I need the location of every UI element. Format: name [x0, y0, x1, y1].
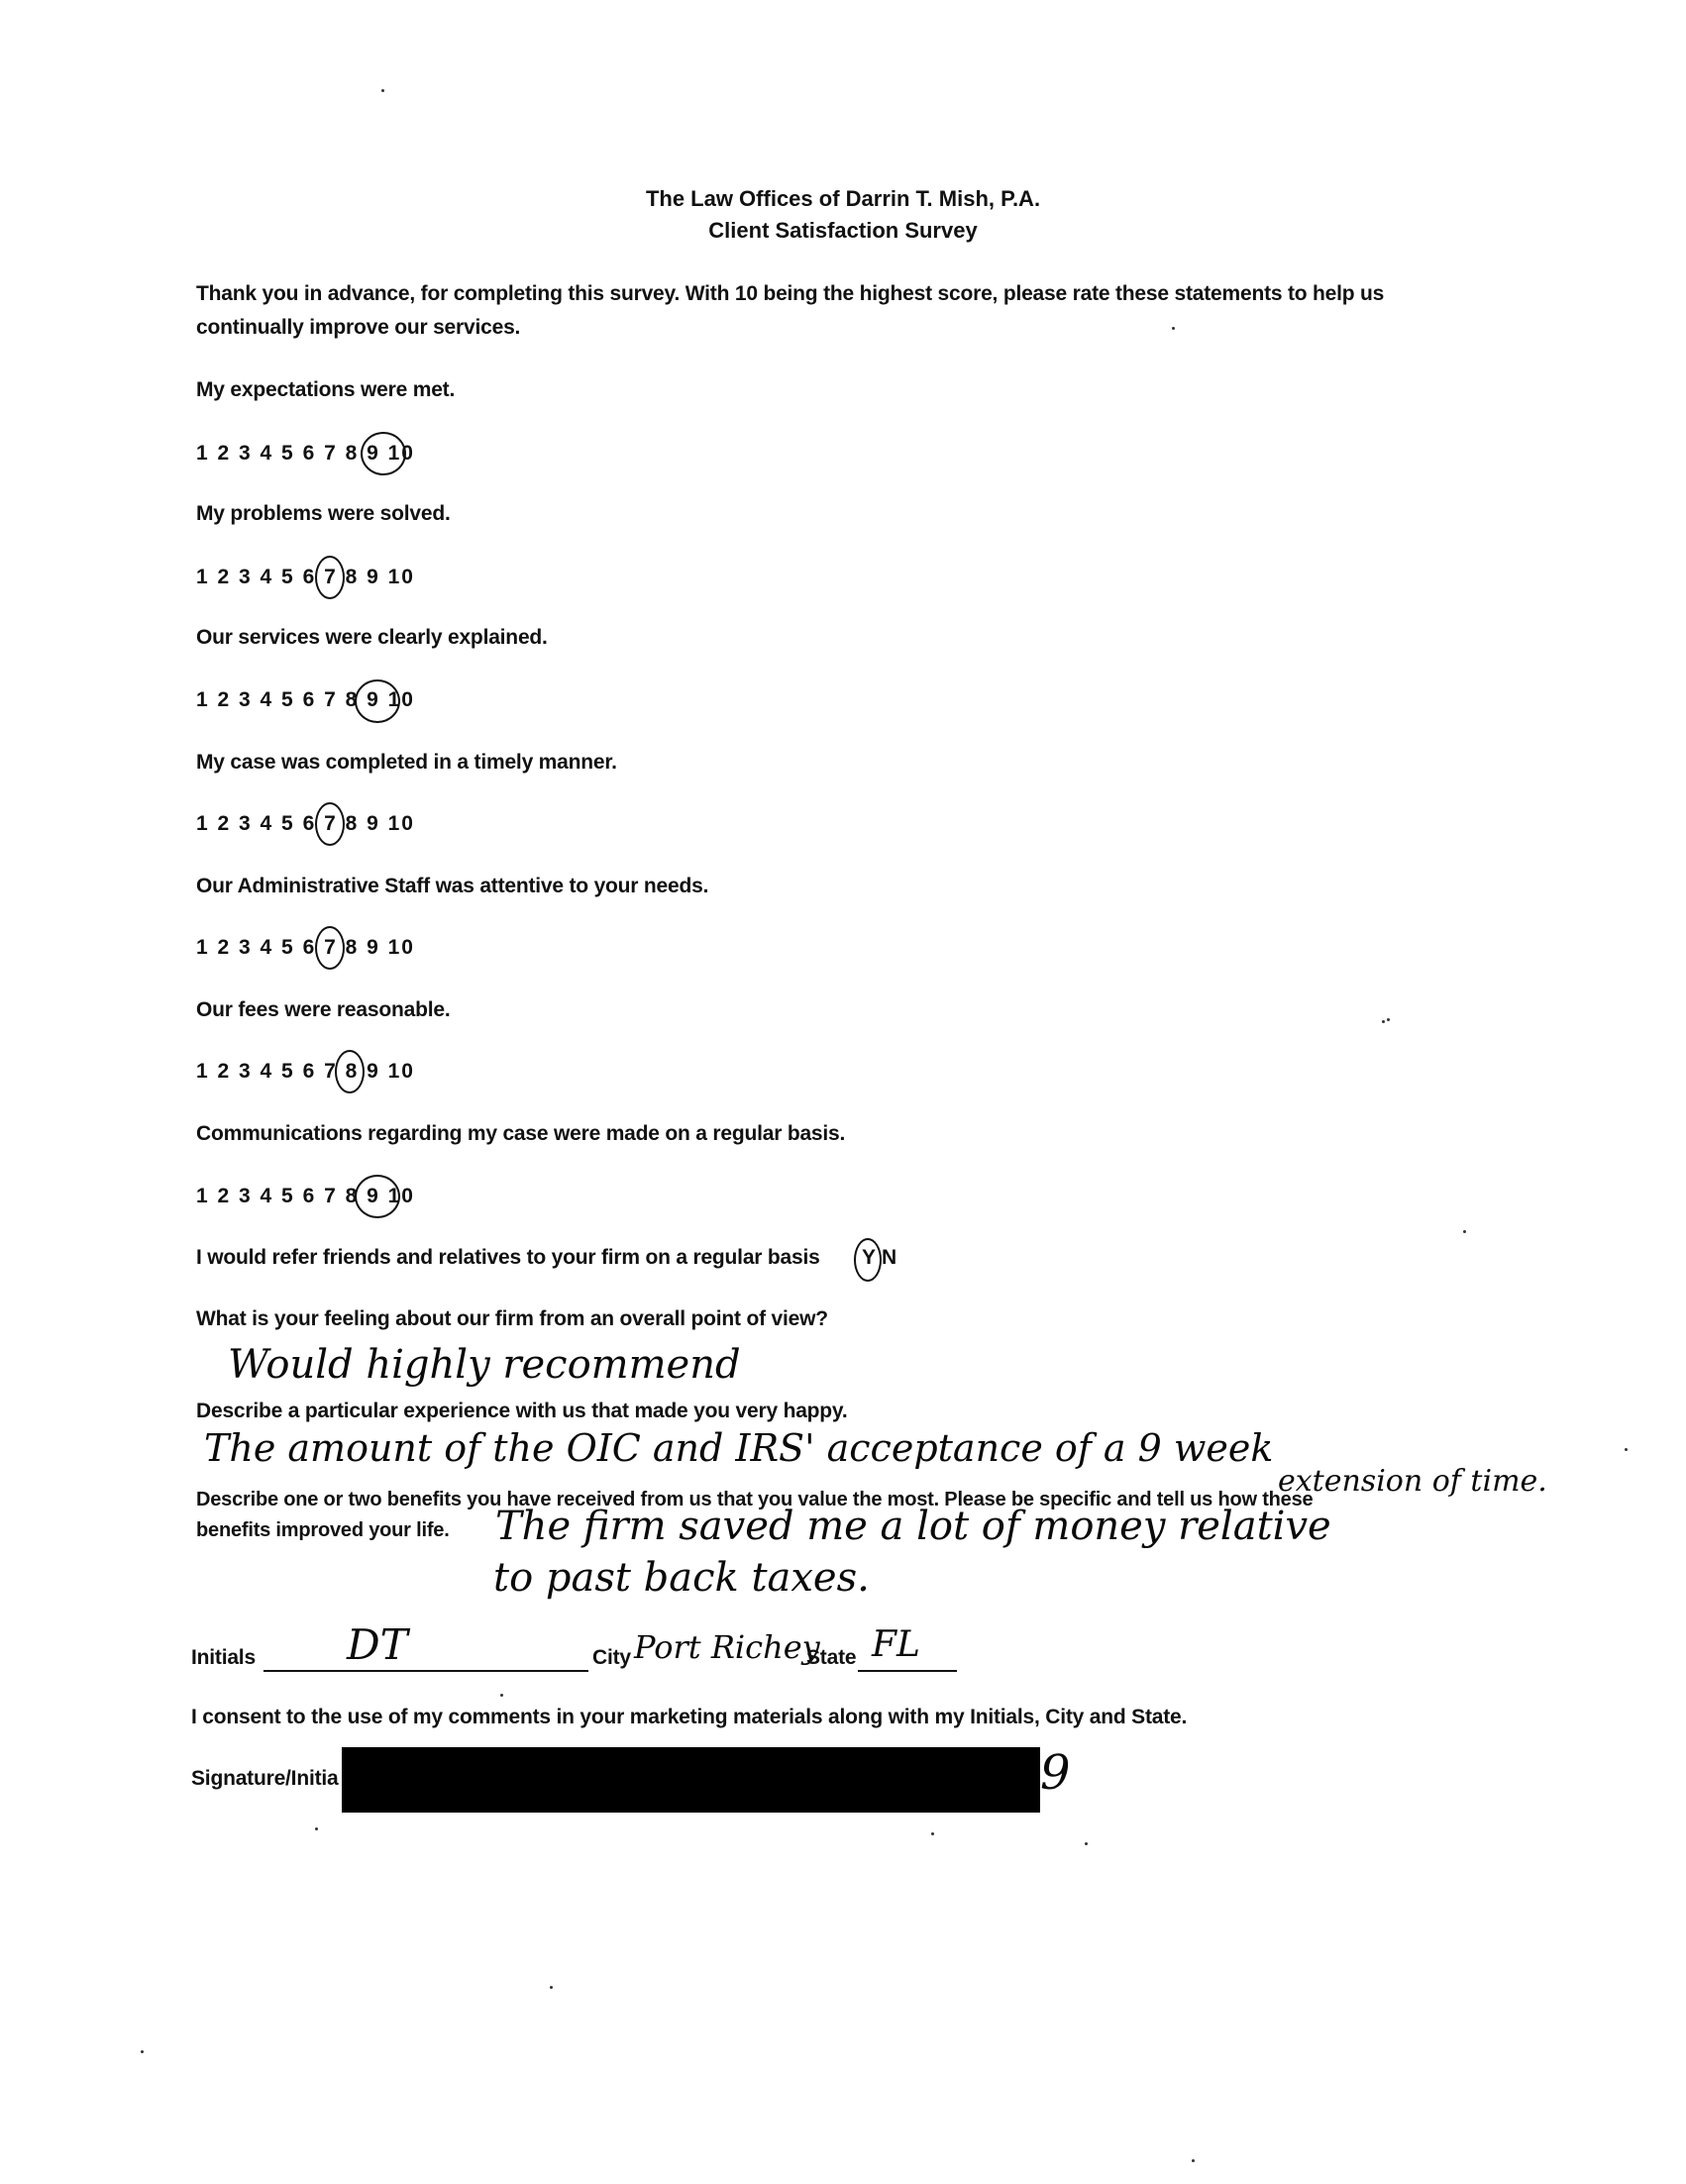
state-value[interactable]: FL — [872, 1624, 920, 1665]
scan-speck — [141, 2050, 144, 2053]
refer-yes[interactable]: Y — [862, 1246, 876, 1269]
city-label: City — [592, 1646, 631, 1669]
benefits-answer-line-1[interactable]: The firm saved me a lot of money relative — [495, 1504, 1331, 1549]
refer-no[interactable]: N — [882, 1246, 896, 1269]
consent-text: I consent to the use of my comments in your marketing materials along with my Initials, City and State. — [191, 1706, 1188, 1728]
initials-value[interactable]: DT — [347, 1620, 408, 1669]
benefits-question-line-1: Describe one or two benefits you have received from us that you value the most. Please be specific and tell us how these — [196, 1489, 1314, 1510]
scan-speck — [500, 1694, 503, 1697]
scan-speck — [315, 1827, 318, 1830]
state-label: State — [806, 1646, 857, 1669]
rating-scale: 1 2 3 4 5 6 7 8 9 10 — [196, 1185, 415, 1207]
question-label: Our services were clearly explained. — [196, 626, 548, 649]
scan-speck — [381, 89, 384, 92]
overall-question: What is your feeling about our firm from an overall point of view? — [196, 1307, 828, 1330]
state-line — [858, 1670, 957, 1672]
rating-scale: 1 2 3 4 5 6 7 8 9 10 — [196, 442, 415, 465]
experience-answer-line-2[interactable]: extension of time. — [1278, 1464, 1547, 1499]
question-label: Our fees were reasonable. — [196, 998, 451, 1021]
scan-speck — [1172, 327, 1175, 330]
redaction-bar — [342, 1747, 1040, 1813]
refer-question: I would refer friends and relatives to your firm on a regular basis — [196, 1246, 820, 1269]
benefits-question-line-2: benefits improved your life. — [196, 1519, 450, 1541]
initials-label: Initials — [191, 1646, 256, 1669]
experience-answer-line-1[interactable]: The amount of the OIC and IRS' acceptance of a 9 week — [204, 1426, 1274, 1470]
scan-speck — [1387, 1018, 1390, 1021]
overall-answer[interactable]: Would highly recommend — [228, 1342, 741, 1388]
question-label: My problems were solved. — [196, 502, 451, 525]
scan-speck — [550, 1986, 553, 1989]
scan-speck — [1625, 1448, 1628, 1451]
initials-line — [263, 1670, 588, 1672]
scan-speck — [931, 1832, 934, 1835]
selected-rating-circle[interactable] — [315, 926, 345, 970]
scan-speck — [1192, 2159, 1195, 2162]
city-value[interactable]: Port Richey — [634, 1628, 820, 1666]
survey-title: Client Satisfaction Survey — [708, 218, 978, 243]
benefits-answer-line-2[interactable]: to past back taxes. — [493, 1555, 870, 1601]
scan-speck — [1085, 1842, 1088, 1845]
selected-rating-circle[interactable] — [361, 432, 406, 475]
rating-scale: 1 2 3 4 5 6 7 8 9 10 — [196, 1060, 415, 1083]
scan-speck — [1382, 1020, 1385, 1023]
question-label: Our Administrative Staff was attentive to your needs. — [196, 875, 709, 897]
selected-rating-circle[interactable] — [355, 679, 400, 723]
signature-label: Signature/Initia — [191, 1767, 339, 1790]
rating-scale: 1 2 3 4 5 6 7 8 9 10 — [196, 812, 415, 835]
selected-rating-circle[interactable] — [355, 1175, 400, 1218]
question-label: My expectations were met. — [196, 378, 456, 401]
question-label: My case was completed in a timely manner. — [196, 751, 617, 774]
firm-name: The Law Offices of Darrin T. Mish, P.A. — [645, 186, 1041, 211]
intro-line-2: continually improve our services. — [196, 316, 521, 339]
selected-rating-circle[interactable] — [315, 556, 345, 599]
selected-rating-circle[interactable] — [335, 1050, 365, 1093]
signature-mark: 9 — [1040, 1745, 1071, 1801]
scan-speck — [1463, 1230, 1466, 1233]
selected-yes-circle[interactable] — [854, 1238, 882, 1282]
rating-scale: 1 2 3 4 5 6 7 8 9 10 — [196, 566, 415, 588]
rating-scale: 1 2 3 4 5 6 7 8 9 10 — [196, 936, 415, 959]
intro-line-1: Thank you in advance, for completing this survey. With 10 being the highest score, please rate these statements to help us — [196, 282, 1385, 305]
experience-question: Describe a particular experience with us that made you very happy. — [196, 1400, 848, 1422]
rating-scale: 1 2 3 4 5 6 7 8 9 10 — [196, 688, 415, 711]
question-label: Communications regarding my case were made on a regular basis. — [196, 1122, 846, 1145]
selected-rating-circle[interactable] — [315, 802, 345, 846]
